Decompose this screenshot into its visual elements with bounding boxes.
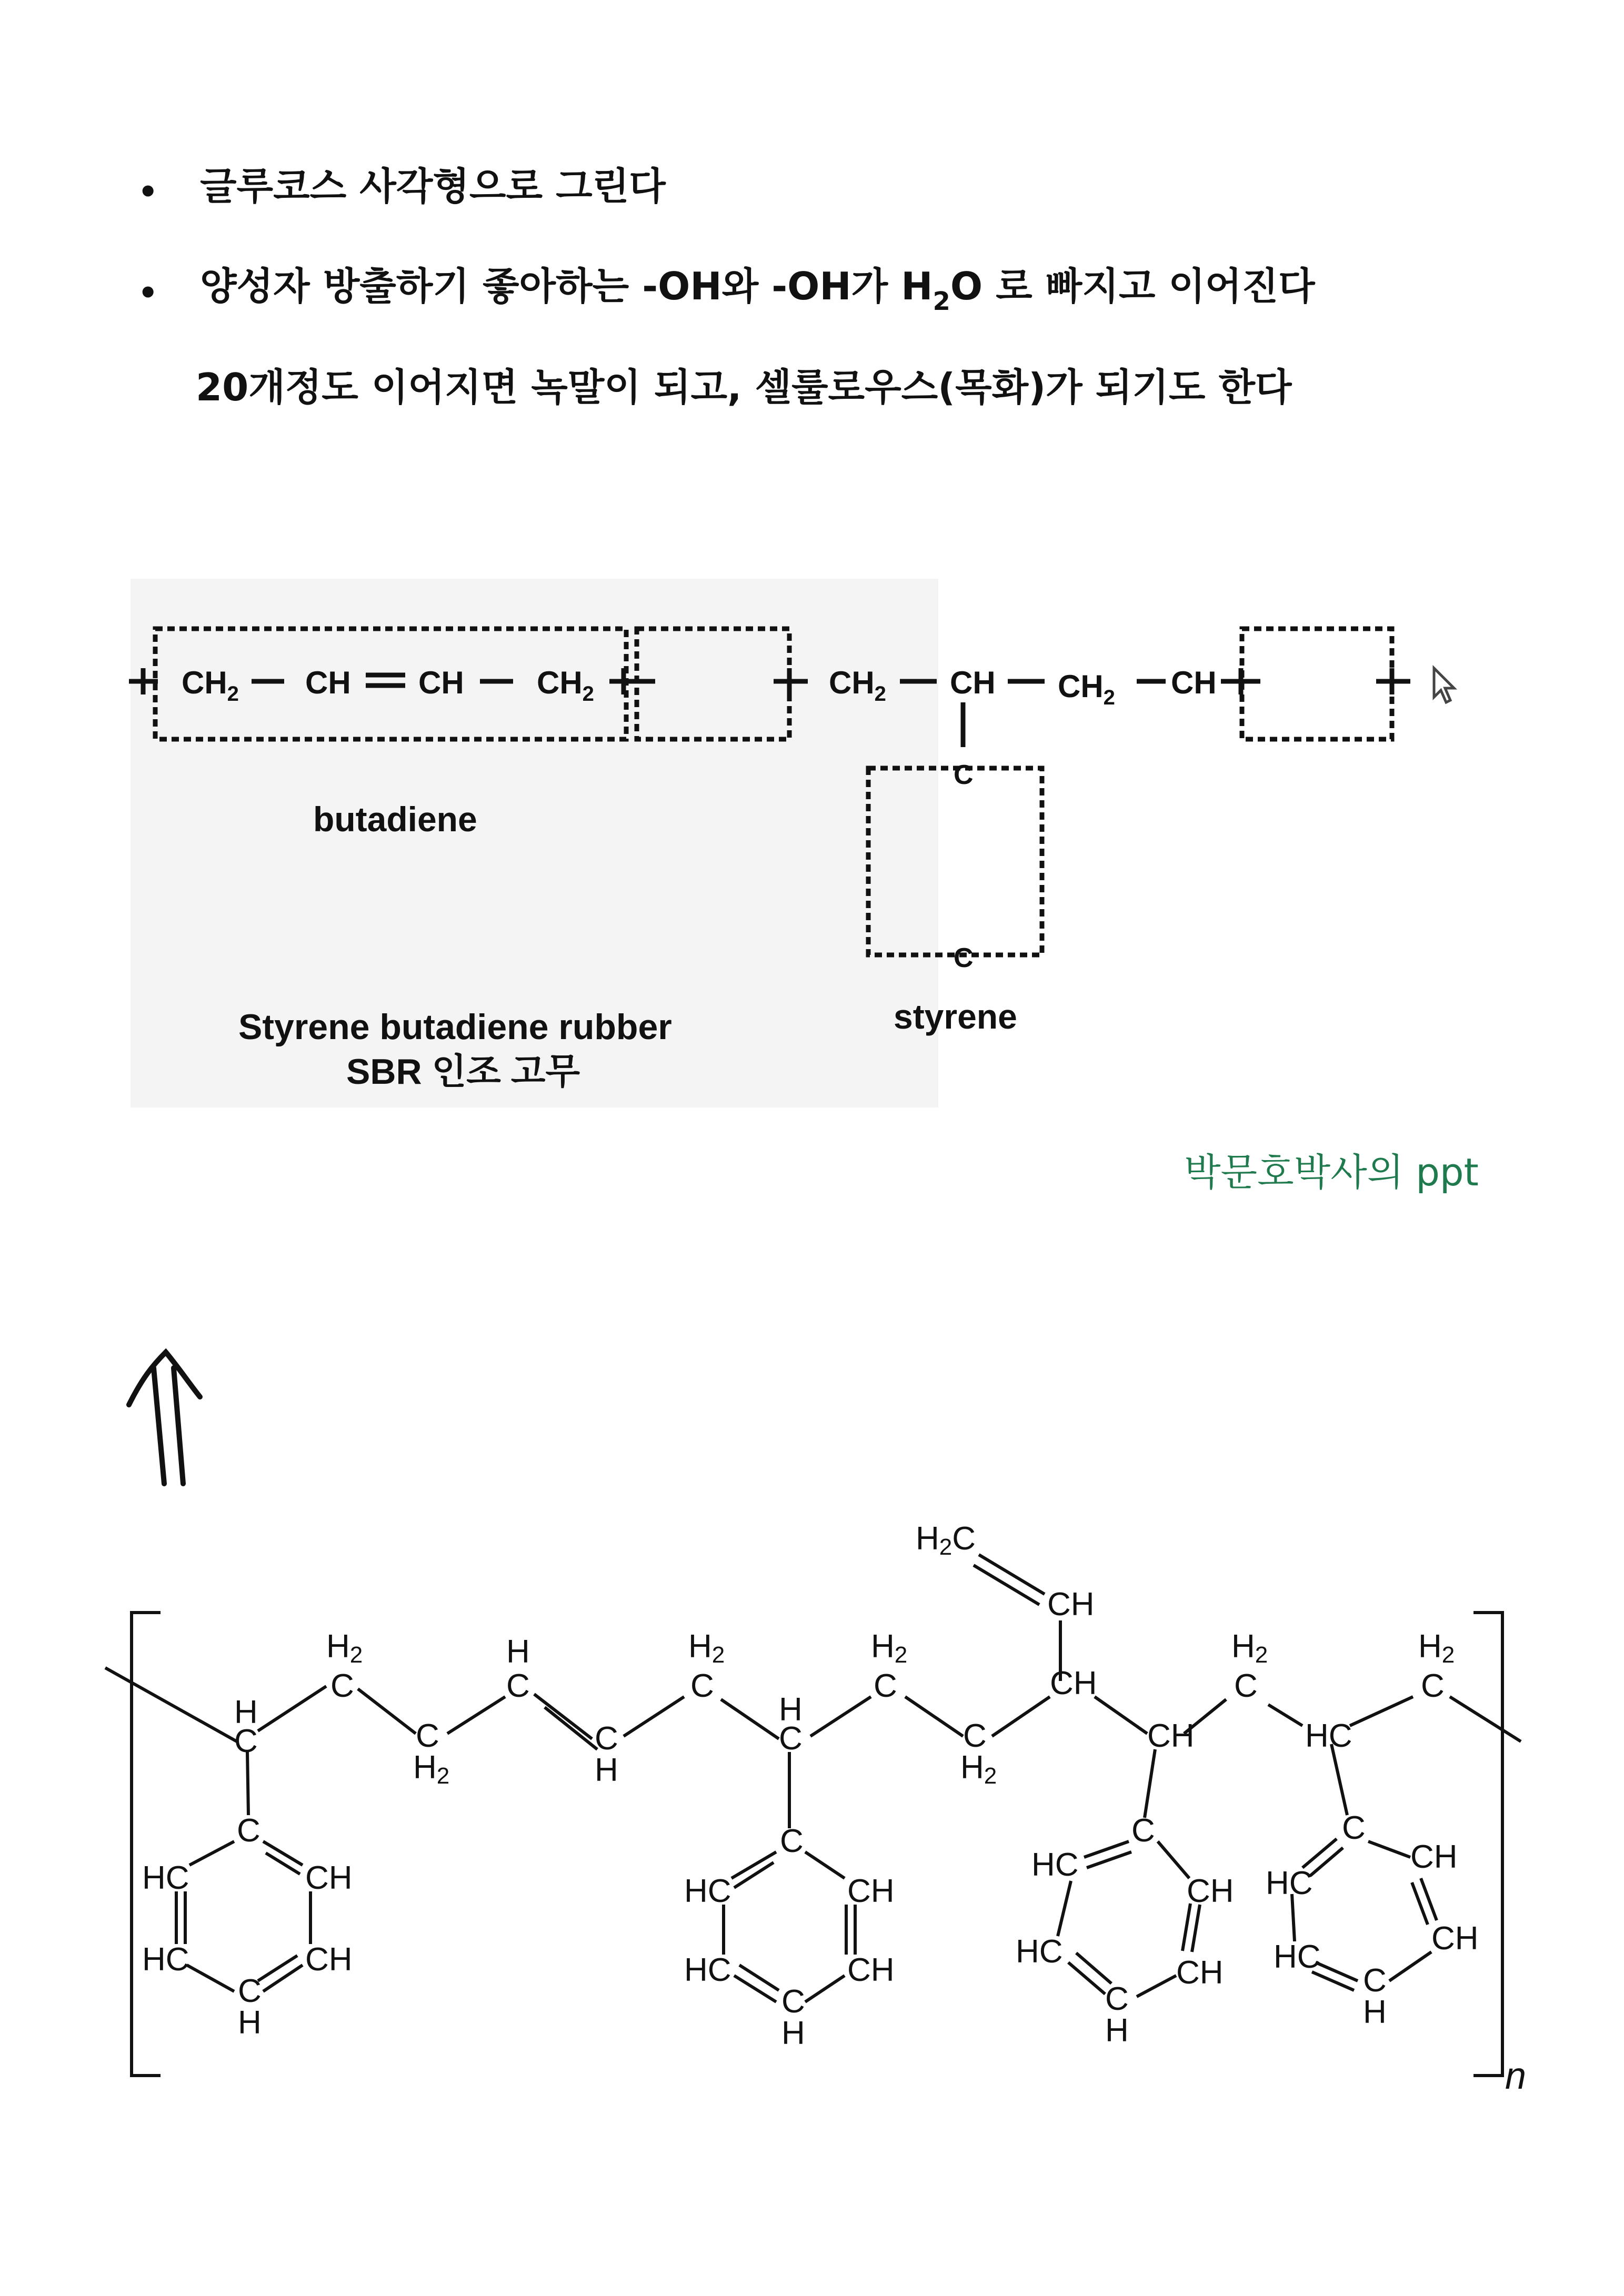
atom-c: C	[238, 1973, 262, 2009]
atom-ch: CH	[305, 1941, 353, 1978]
atom-ch: CH	[1050, 1665, 1097, 1701]
double-up-arrow-icon	[121, 1347, 216, 1489]
butadiene-label: butadiene	[313, 800, 477, 839]
repeat-n: n	[1505, 2055, 1527, 2097]
atom-c: C	[781, 1983, 805, 2020]
label-c-top: C	[954, 760, 974, 790]
atom-ch: CH	[847, 1873, 895, 1909]
label-ch2-4: $CH_2$	[1058, 669, 1115, 709]
atom-hc: HC	[1016, 1934, 1063, 1970]
atom-ch: CH	[1431, 1920, 1479, 1957]
label-ch-1: CH	[305, 665, 351, 700]
note-bullet-2-sub: 2	[933, 287, 950, 316]
atom-c: C	[1363, 1962, 1387, 1999]
atom-ch: CH	[1410, 1839, 1458, 1875]
atom-c: C	[416, 1718, 439, 1754]
atom-c: C	[779, 1720, 803, 1757]
atom-hc: HC	[1305, 1718, 1352, 1754]
atom-c: C	[1131, 1812, 1155, 1849]
credit-text: 박문호박사의 ppt	[1184, 1150, 1479, 1194]
atom-c: C	[234, 1723, 258, 1759]
atom-h: H	[1105, 2012, 1129, 2049]
atom-h: H	[779, 1691, 803, 1728]
note-line-3: 20개정도 이어지면 녹말이 되고, 셀룰로우스(목화)가 되기도 한다	[196, 365, 1292, 409]
atom-c: C	[595, 1720, 618, 1757]
atom-c: C	[874, 1668, 897, 1704]
atom-c: C	[506, 1668, 530, 1704]
end-box	[1242, 629, 1392, 739]
atom-hc: HC	[1266, 1865, 1313, 1901]
atom-ch: CH	[305, 1860, 353, 1896]
atom-h2c: H2C	[916, 1520, 976, 1560]
label-c-bottom: C	[954, 943, 974, 973]
atom-c: C	[1421, 1668, 1445, 1704]
atom-hc: HC	[1031, 1847, 1079, 1883]
label-ch-3: CH	[950, 665, 996, 700]
atom-h: H	[1363, 1994, 1387, 2030]
atom-hc: HC	[684, 1952, 731, 1988]
atom-hc: HC	[1274, 1939, 1321, 1975]
atom-h2: H2	[1231, 1628, 1268, 1668]
atom-h2: H2	[413, 1749, 450, 1789]
label-ch2-3: $CH_2$	[829, 665, 886, 706]
atom-h: H	[234, 1694, 258, 1730]
atom-h2: H2	[688, 1628, 725, 1668]
atom-c: C	[1342, 1810, 1366, 1846]
atom-h2: H2	[1418, 1628, 1455, 1668]
label-ch2-1: $CH_2$	[182, 665, 239, 706]
cursor-icon	[1434, 668, 1454, 702]
atom-c: C	[1105, 1981, 1129, 2017]
label-ch-2: CH	[418, 665, 464, 700]
note-bullet-2-suffix: O 로 빠지고 이어진다	[950, 264, 1315, 308]
atom-hc: HC	[142, 1860, 189, 1896]
atom-hc: HC	[684, 1873, 731, 1909]
atom-ch: CH	[1147, 1718, 1195, 1754]
atom-ch: CH	[1187, 1873, 1234, 1909]
atom-h: H	[238, 2005, 262, 2041]
sbr-title-line1: Styrene butadiene rubber	[238, 1007, 672, 1047]
note-bullet-1: 글루코스 사각형으로 그린다	[200, 164, 666, 208]
atom-c: C	[963, 1718, 987, 1754]
atom-ch: CH	[1047, 1586, 1095, 1623]
left-bracket	[132, 1613, 161, 2076]
right-bracket	[1473, 1613, 1502, 2076]
atom-h2: H2	[326, 1628, 363, 1668]
bullet-dot: •	[138, 174, 158, 210]
atom-hc: HC	[142, 1941, 189, 1978]
atom-h: H	[506, 1634, 530, 1670]
atom-h: H	[781, 2015, 805, 2051]
atom-c: C	[690, 1668, 714, 1704]
atom-ch: CH	[1176, 1955, 1224, 1991]
atom-h: H	[595, 1752, 618, 1788]
atom-c: C	[780, 1823, 804, 1859]
atom-c: C	[237, 1812, 260, 1849]
label-ch2-2: $CH_2$	[537, 665, 594, 706]
atom-h2: H2	[960, 1749, 997, 1789]
sbr-title-line2: SBR 인조 고무	[346, 1052, 580, 1092]
label-ch-4: CH	[1171, 665, 1217, 700]
atom-ch: CH	[847, 1952, 895, 1988]
polymer-structure	[0, 1499, 1624, 2131]
styrene-label: styrene	[894, 997, 1017, 1036]
atom-h2: H2	[871, 1628, 908, 1668]
bullet-dot: •	[138, 275, 158, 311]
atom-c: C	[330, 1668, 354, 1704]
atom-c: C	[1234, 1668, 1258, 1704]
note-bullet-2-prefix: 양성자 방출하기 좋아하는 -OH와 -OH가 H	[200, 264, 933, 308]
